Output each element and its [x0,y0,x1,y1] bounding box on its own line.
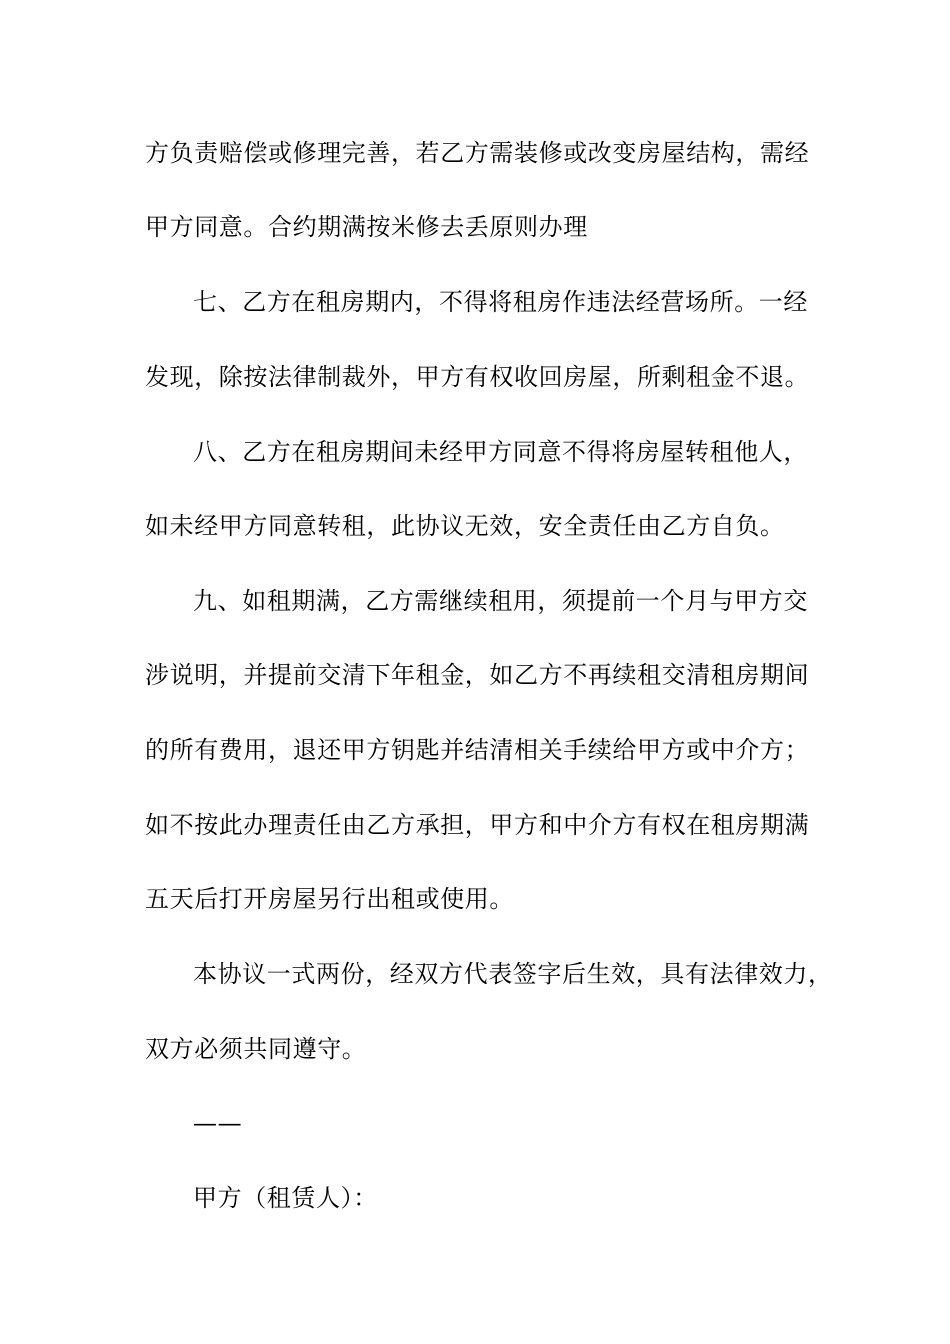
paragraph-start-line: 本协议一式两份，经双方代表签字后生效，具有法律效力， [193,960,833,988]
signature-label-party-a: 甲方（租赁人）： [193,1184,378,1212]
text-line: 的所有费用，退还甲方钥匙并结清相关手续给甲方或中介方； [145,736,810,764]
paragraph-start-line: 七、乙方在租房期内，不得将租房作违法经营场所。一经 [193,288,808,316]
text-line: 五天后打开房屋另行出租或使用。 [145,885,514,913]
text-line: 甲方同意。合约期满按米修去丢原则办理 [145,213,588,241]
text-line: 涉说明，并提前交清下年租金，如乙方不再续租交清租房期间 [145,661,810,689]
dash-line: —— [193,1109,243,1137]
text-line: 方负责赔偿或修理完善，若乙方需装修或改变房屋结构，需经 [145,139,810,167]
text-line: 如未经甲方同意转租，此协议无效，安全责任由乙方自负。 [145,512,785,540]
paragraph-start-line: 八、乙方在租房期间未经甲方同意不得将房屋转租他人， [193,438,808,466]
paragraph-start-line: 九、如租期满，乙方需继续租用，须提前一个月与甲方交 [193,587,808,615]
text-line: 如不按此办理责任由乙方承担，甲方和中介方有权在租房期满 [145,811,810,839]
text-line: 发现，除按法律制裁外，甲方有权收回房屋，所剩租金不退。 [145,363,810,391]
text-line: 双方必须共同遵守。 [145,1035,367,1063]
